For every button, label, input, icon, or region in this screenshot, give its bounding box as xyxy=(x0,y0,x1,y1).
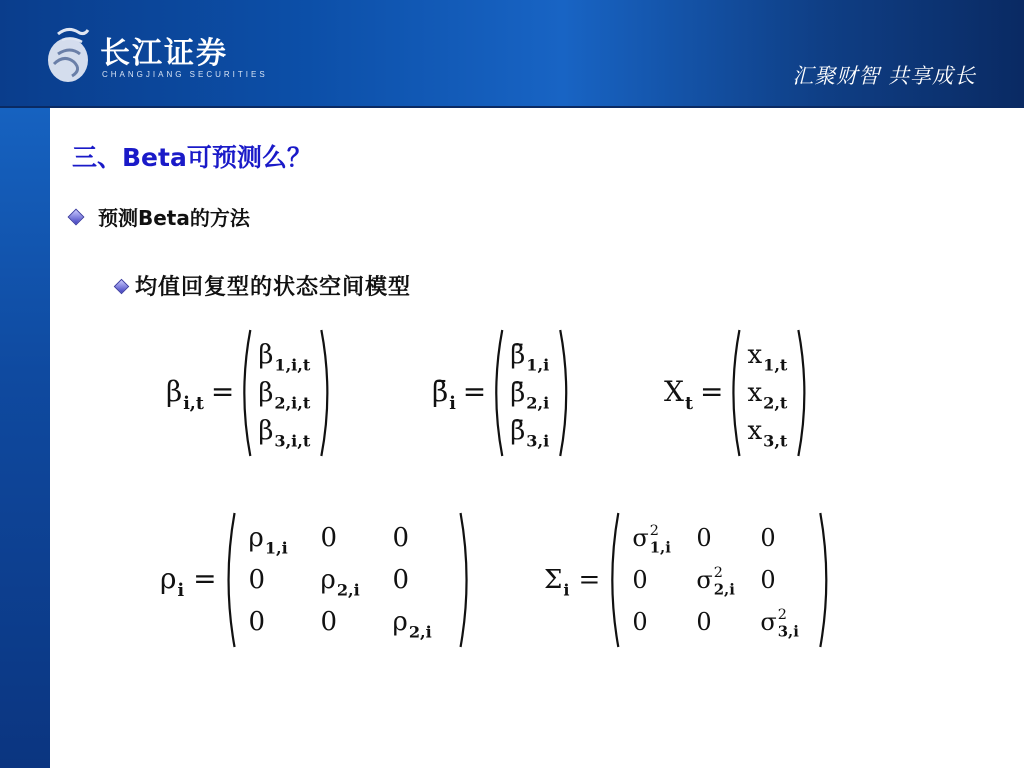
rho-i-matrix-cell-1-1-base: ρ xyxy=(248,523,264,553)
sigma-i-matrix-equals: = xyxy=(578,565,601,595)
rho-i-matrix-cell-1-1-sub: 1,i xyxy=(264,538,288,558)
sigma-i-matrix-cell-1-2-base: 0 xyxy=(696,524,712,552)
rho-i-matrix-cell-3-3-base: ρ xyxy=(392,607,408,637)
beta-bar-i-vector-entry-1-base: β̄ xyxy=(510,340,526,370)
x-t-vector-left-paren xyxy=(733,330,739,456)
beta-it-vector-lhs-base: β xyxy=(166,375,183,408)
rho-i-matrix-cell-3-3-sub: 2,i xyxy=(408,622,432,642)
sigma-i-matrix-lhs-base: Σ xyxy=(544,565,563,595)
sigma-i-matrix-right-paren xyxy=(820,513,826,647)
beta-it-vector-entry-3-sub: 3,i,t xyxy=(274,431,311,451)
beta-it-vector-lhs-sub: i,t xyxy=(183,393,204,414)
x-t-vector-entry-2-base: x xyxy=(747,378,763,408)
rho-i-matrix-cell-1-2-base: 0 xyxy=(320,523,338,553)
beta-bar-i-vector-left-paren xyxy=(496,330,502,456)
left-sidebar-band xyxy=(0,108,50,768)
beta-it-vector-entry-2-base: β xyxy=(258,378,274,408)
beta-it-vector-entry-1-base: β xyxy=(258,340,274,370)
x-t-vector-entry-3-base: x xyxy=(747,416,763,446)
beta-bar-i-vector-entry-1-sub: 1,i xyxy=(526,355,550,375)
beta-it-vector-left-paren xyxy=(244,330,250,456)
sigma-i-matrix-cell-3-3-base: σ xyxy=(760,608,777,636)
sigma-i-matrix-cell-1-1-sup: 2 xyxy=(649,523,659,540)
rho-i-matrix-equals: = xyxy=(193,562,217,595)
sigma-i-matrix-cell-3-2-base: 0 xyxy=(696,608,712,636)
x-t-vector-entry-1-sub: 1,t xyxy=(763,355,788,375)
diamond-bullet-icon xyxy=(114,279,130,295)
rho-i-matrix-cell-2-1-base: 0 xyxy=(248,565,266,595)
sigma-i-matrix-cell-1-1-base: σ xyxy=(632,524,649,552)
x-t-vector-equals: = xyxy=(699,375,724,408)
sigma-i-matrix-cell-2-2-sup: 2 xyxy=(713,565,723,582)
slide-title: 三、Beta可预测么？ xyxy=(72,143,312,172)
header-banner xyxy=(0,0,1024,108)
bullet-level1 xyxy=(70,202,250,231)
beta-bar-i-vector-equals: = xyxy=(462,375,487,408)
rho-i-matrix-lhs-sub: i xyxy=(177,580,185,601)
bullet-level2 xyxy=(116,270,411,301)
rho-i-matrix-cell-2-2-sub: 2,i xyxy=(336,580,360,600)
beta-bar-i-vector-lhs-base: β̄ xyxy=(432,375,449,408)
rho-i-matrix-right-paren xyxy=(461,513,467,647)
x-t-vector-right-paren xyxy=(798,330,804,456)
sigma-i-matrix-cell-1-3-base: 0 xyxy=(760,524,776,552)
sigma-i-matrix-cell-2-2-sub: 2,i xyxy=(713,580,735,599)
beta-it-vector-right-paren xyxy=(321,330,327,456)
rho-i-matrix-cell-3-1-base: 0 xyxy=(248,607,266,637)
sigma-i-matrix-cell-1-1-sub: 1,i xyxy=(649,538,671,557)
diamond-bullet-icon xyxy=(68,209,85,226)
bullet-level2-text: 均值回复型的状态空间模型 xyxy=(135,275,412,300)
beta-it-vector-entry-1-sub: 1,i,t xyxy=(274,355,311,375)
rho-i-matrix-left-paren xyxy=(229,513,235,647)
x-t-vector-lhs-sub: t xyxy=(684,393,693,414)
x-t-vector-entry-1-base: x xyxy=(747,340,763,370)
rho-i-matrix-cell-2-3-base: 0 xyxy=(392,565,410,595)
logo-english-name: CHANGJIANG SECURITIES xyxy=(102,70,268,79)
rho-i-matrix-cell-1-3-base: 0 xyxy=(392,523,410,553)
sigma-i-matrix-cell-2-2-base: σ xyxy=(696,566,713,594)
beta-it-vector-entry-2-sub: 2,i,t xyxy=(274,393,311,413)
beta-it-vector-entry-3-base: β xyxy=(258,416,274,446)
rho-i-matrix-lhs-base: ρ xyxy=(160,562,177,595)
logo-chinese-name: 长江证券 xyxy=(100,36,228,71)
x-t-vector-entry-2-sub: 2,t xyxy=(763,393,788,413)
beta-it-vector-equals: = xyxy=(210,375,235,408)
dragon-logo-icon xyxy=(44,24,96,86)
sigma-i-matrix-lhs-sub: i xyxy=(563,580,570,600)
bullet-level1-text: 预测Beta的方法 xyxy=(98,206,250,230)
sigma-i-matrix-cell-3-3-sup: 2 xyxy=(777,607,787,624)
beta-bar-i-vector-lhs-sub: i xyxy=(449,393,456,414)
slogan: 汇聚财智 共享成长 xyxy=(792,64,976,88)
beta-bar-i-vector-entry-2-base: β̄ xyxy=(510,378,526,408)
beta-bar-i-vector-entry-3-sub: 3,i xyxy=(526,431,550,451)
sigma-i-matrix-left-paren xyxy=(612,513,618,647)
rho-i-matrix-cell-2-2-base: ρ xyxy=(320,565,336,595)
x-t-vector-lhs-base: X xyxy=(664,375,684,408)
rho-i-matrix-cell-3-2-base: 0 xyxy=(320,607,338,637)
x-t-vector-entry-3-sub: 3,t xyxy=(763,431,788,451)
sigma-i-matrix-cell-3-1-base: 0 xyxy=(632,608,648,636)
sigma-i-matrix-cell-2-1-base: 0 xyxy=(632,566,648,594)
beta-bar-i-vector-entry-3-base: β̄ xyxy=(510,416,526,446)
sigma-i-matrix-cell-2-3-base: 0 xyxy=(760,566,776,594)
beta-bar-i-vector-right-paren xyxy=(560,330,566,456)
sigma-i-matrix-cell-3-3-sub: 3,i xyxy=(777,622,799,641)
company-logo xyxy=(44,24,284,90)
beta-bar-i-vector-entry-2-sub: 2,i xyxy=(526,393,550,413)
